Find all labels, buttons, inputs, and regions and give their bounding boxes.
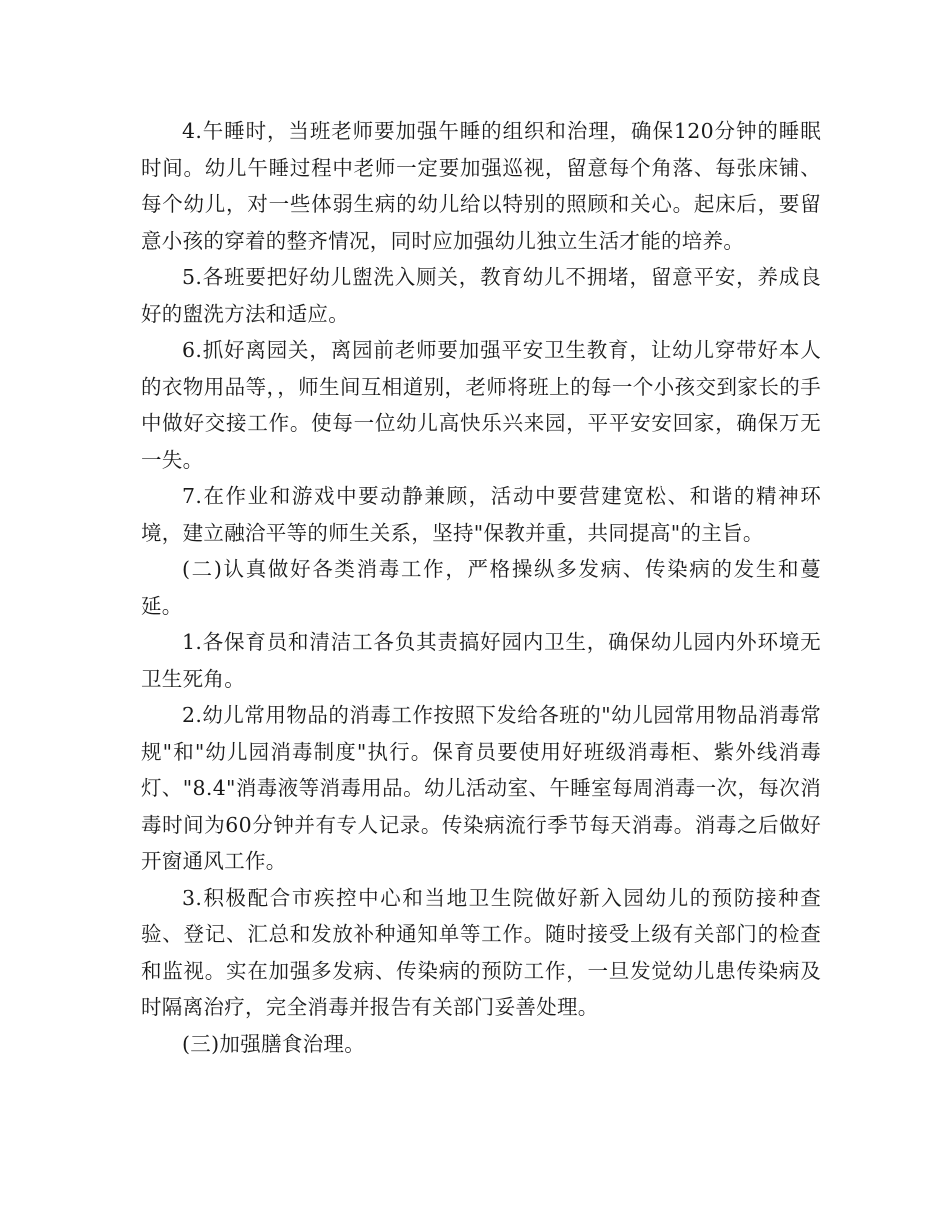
- paragraph-activities: 7.在作业和游戏中要动静兼顾，活动中要营建宽松、和谐的精神环境，建立融洽平等的师生关系，坚持"保教并重，共同提高"的主旨。: [141, 484, 821, 545]
- section-heading-meals: (三)加强膳食治理。: [182, 1031, 365, 1056]
- document-body: [141, 113, 821, 1062]
- paragraph-departure: 6.抓好离园关，离园前老师要加强平安卫生教育，让幼儿穿带好本人的衣物用品等，，师生间互相道别，老师将班上的每一个小孩交到家长的手中做好交接工作。使每一位幼儿高快乐兴来园，平平安安回家，确保万无一失。: [141, 338, 821, 472]
- paragraph-hygiene: 1.各保育员和清洁工各负其责搞好园内卫生，确保幼儿园内外环境无卫生死角。: [141, 630, 821, 691]
- paragraph-disinfection-rules: 2.幼儿常用物品的消毒工作按照下发给各班的"幼儿园常用物品消毒常规"和"幼儿园消毒制度"执行。保育员要使用好班级消毒柜、紫外线消毒灯、"8.4"消毒液等消毒用品。幼儿活动室、午睡室每周消毒一次，每次消毒时间为60分钟并有专人记录。传染病流行季节每天消毒。消毒之后做好开窗通风工作。: [141, 703, 821, 873]
- paragraph-washing: 5.各班要把好幼儿盥洗入厕关，教育幼儿不拥堵，留意平安，养成良好的盥洗方法和适应。: [141, 265, 821, 326]
- section-heading-disinfection: (二)认真做好各类消毒工作，严格操纵多发病、传染病的发生和蔓延。: [141, 557, 821, 618]
- paragraph-vaccination: 3.积极配合市疾控中心和当地卫生院做好新入园幼儿的预防接种查验、登记、汇总和发放补种通知单等工作。随时接受上级有关部门的检查和监视。实在加强多发病、传染病的预防工作，一旦发觉幼儿患传染病及时隔离治疗，完全消毒并报告有关部门妥善处理。: [141, 885, 821, 1019]
- paragraph-nap-time: 4.午睡时，当班老师要加强午睡的组织和治理，确保120分钟的睡眠时间。幼儿午睡过程中老师一定要加强巡视，留意每个角落、每张床铺、每个幼儿，对一些体弱生病的幼儿给以特别的照顾和关心。起床后，要留意小孩的穿着的整齐情况，同时应加强幼儿独立生活才能的培养。: [141, 119, 821, 253]
